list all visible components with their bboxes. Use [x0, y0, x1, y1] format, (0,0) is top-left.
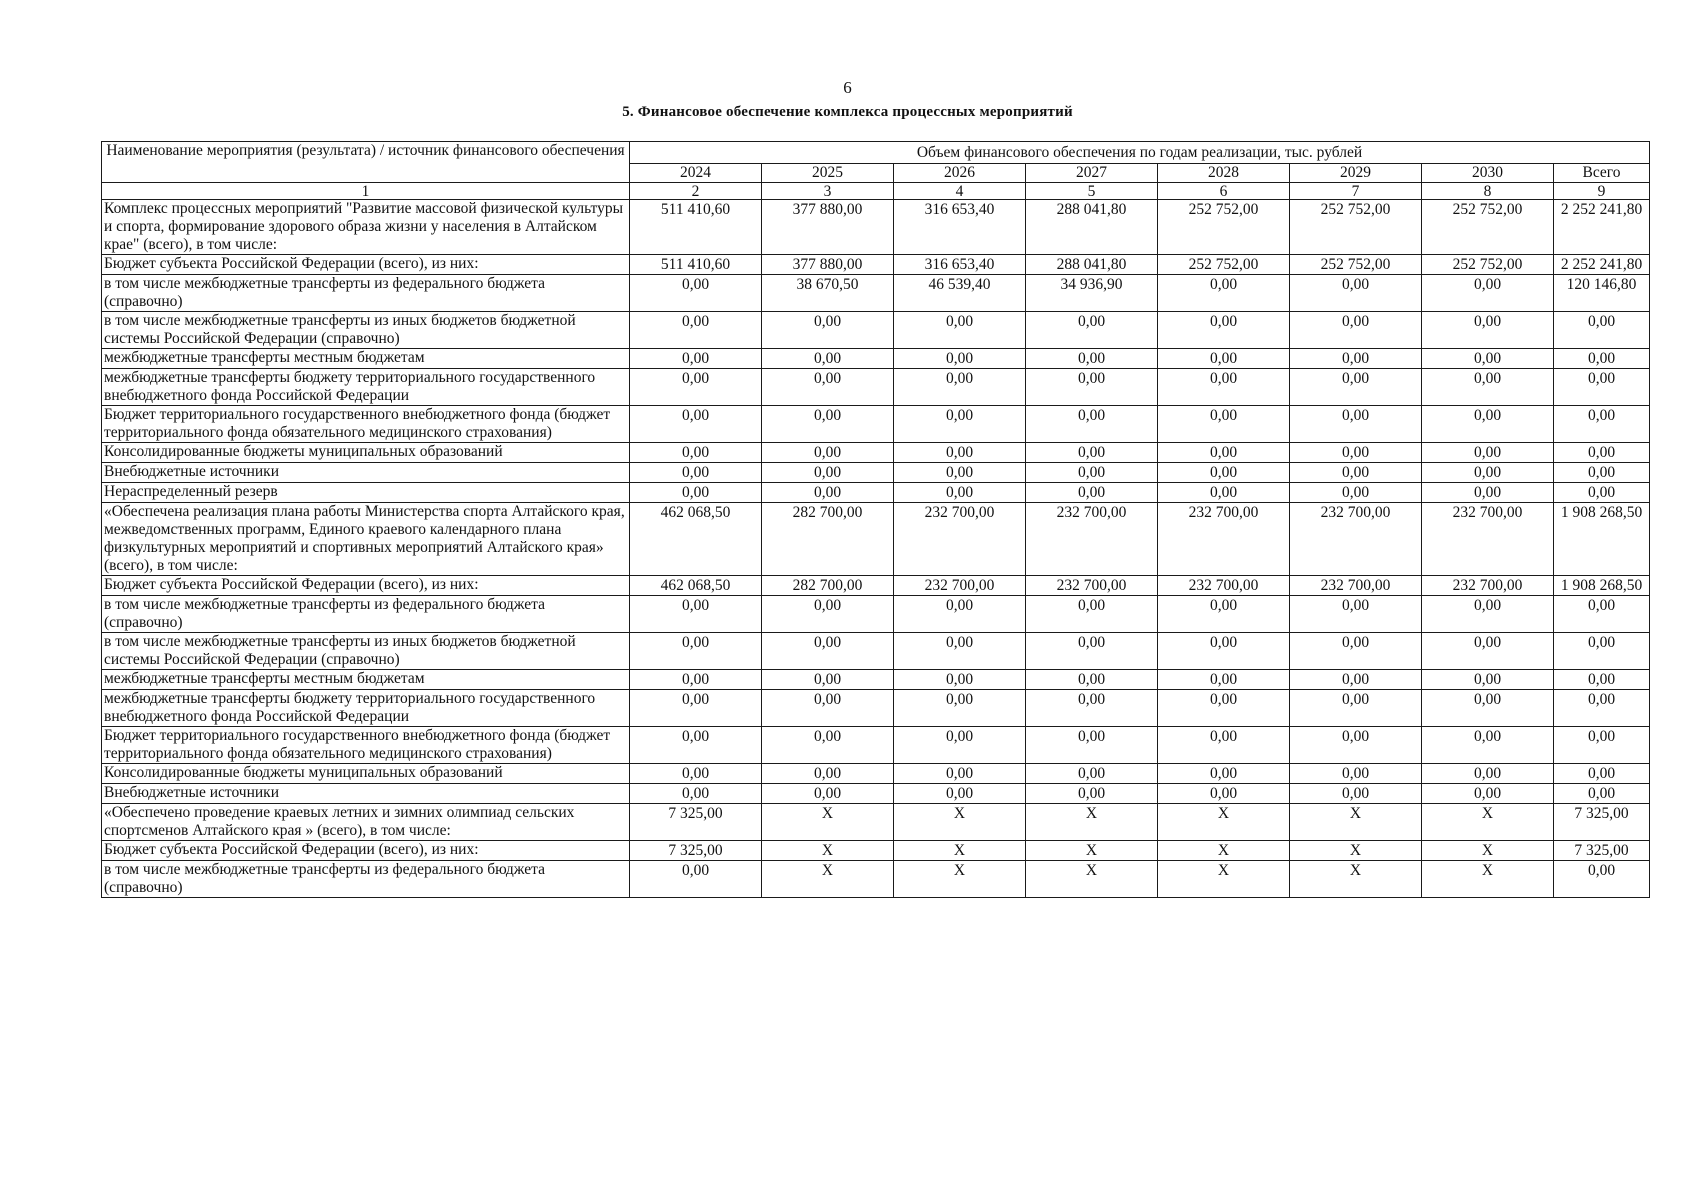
row-value: 0,00: [1422, 670, 1554, 690]
row-name: межбюджетные трансферты местным бюджетам: [102, 349, 630, 369]
column-number: 5: [1026, 183, 1158, 200]
row-value: 0,00: [630, 483, 762, 503]
row-value: 0,00: [1158, 349, 1290, 369]
column-number: 9: [1554, 183, 1650, 200]
row-value: 0,00: [894, 483, 1026, 503]
row-value: 0,00: [1158, 784, 1290, 804]
row-name: в том числе межбюджетные трансферты из федерального бюджета (справочно): [102, 596, 630, 633]
row-value: 316 653,40: [894, 255, 1026, 275]
header-total: Всего: [1554, 164, 1650, 183]
row-value: 0,00: [1422, 483, 1554, 503]
row-value: 0,00: [1422, 784, 1554, 804]
row-value: 0,00: [1158, 312, 1290, 349]
row-value: 0,00: [1026, 406, 1158, 443]
row-value: 0,00: [1158, 443, 1290, 463]
row-value: 232 700,00: [894, 503, 1026, 576]
row-name: межбюджетные трансферты бюджету территориального государственного внебюджетного фонда Российской Федерации: [102, 690, 630, 727]
table-row: [102, 275, 1650, 312]
row-value: X: [1290, 861, 1422, 898]
row-value: 0,00: [1158, 633, 1290, 670]
row-value: 0,00: [1290, 670, 1422, 690]
column-number: 7: [1290, 183, 1422, 200]
row-value: 462 068,50: [630, 576, 762, 596]
row-value-total: 2 252 241,80: [1554, 200, 1650, 255]
row-value: 0,00: [630, 727, 762, 764]
row-value: 0,00: [1158, 483, 1290, 503]
row-value-total: 7 325,00: [1554, 804, 1650, 841]
row-value: 462 068,50: [630, 503, 762, 576]
row-value: 0,00: [1290, 727, 1422, 764]
row-value: 288 041,80: [1026, 200, 1158, 255]
column-number: 4: [894, 183, 1026, 200]
row-value: 0,00: [630, 861, 762, 898]
page-number: 6: [843, 78, 852, 97]
row-value: X: [1290, 804, 1422, 841]
row-value: 0,00: [762, 764, 894, 784]
table-row: [102, 503, 1650, 576]
row-value: X: [1158, 841, 1290, 861]
column-number: 3: [762, 183, 894, 200]
row-value: 0,00: [1422, 764, 1554, 784]
row-name: Бюджет субъекта Российской Федерации (всего), из них:: [102, 255, 630, 275]
table-row: [102, 406, 1650, 443]
row-name: межбюджетные трансферты бюджету территориального государственного внебюджетного фонда Российской Федерации: [102, 369, 630, 406]
row-name: Бюджет территориального государственного внебюджетного фонда (бюджет территориального фонда обязательного медицинского страхования): [102, 727, 630, 764]
table-row: [102, 312, 1650, 349]
row-value: 232 700,00: [1422, 576, 1554, 596]
row-name: «Обеспечена реализация плана работы Министерства спорта Алтайского края, межведомственных программ, Единого краевого календарного плана физкультурных мероприятий и спортивных мероприятий Алтайского края» (всего), в том числе:: [102, 503, 630, 576]
row-value: 0,00: [1422, 349, 1554, 369]
row-name: Комплекс процессных мероприятий "Развитие массовой физической культуры и спорта, формирование здорового образа жизни у населения в Алтайском крае" (всего), в том числе:: [102, 200, 630, 255]
row-value: X: [1158, 804, 1290, 841]
row-value: 0,00: [894, 633, 1026, 670]
row-value: X: [1422, 804, 1554, 841]
column-number: 1: [102, 183, 630, 200]
header-year: 2029: [1290, 164, 1422, 183]
row-value: 232 700,00: [1158, 576, 1290, 596]
column-number: 8: [1422, 183, 1554, 200]
row-value: 232 700,00: [1290, 576, 1422, 596]
column-number: 6: [1158, 183, 1290, 200]
row-value: 0,00: [1158, 369, 1290, 406]
row-value: 0,00: [894, 369, 1026, 406]
row-value: 0,00: [1158, 670, 1290, 690]
table-row: [102, 784, 1650, 804]
row-value: 0,00: [894, 406, 1026, 443]
row-value: 0,00: [1422, 275, 1554, 312]
row-value: 0,00: [630, 690, 762, 727]
row-value-total: 0,00: [1554, 633, 1650, 670]
row-value-total: 0,00: [1554, 670, 1650, 690]
row-value: 0,00: [762, 312, 894, 349]
row-value-total: 1 908 268,50: [1554, 576, 1650, 596]
row-value: 0,00: [1290, 596, 1422, 633]
row-value: 232 700,00: [1026, 503, 1158, 576]
row-value: 0,00: [762, 670, 894, 690]
row-value: 0,00: [1290, 764, 1422, 784]
row-value: 0,00: [1026, 690, 1158, 727]
row-value: 34 936,90: [1026, 275, 1158, 312]
financing-table: [101, 141, 1650, 898]
row-value: 232 700,00: [1158, 503, 1290, 576]
row-value: 0,00: [1290, 406, 1422, 443]
row-value: 0,00: [630, 349, 762, 369]
row-value: 0,00: [630, 406, 762, 443]
row-value: 282 700,00: [762, 576, 894, 596]
row-value: 252 752,00: [1290, 200, 1422, 255]
row-value-total: 0,00: [1554, 443, 1650, 463]
row-value-total: 2 252 241,80: [1554, 255, 1650, 275]
row-value-total: 7 325,00: [1554, 841, 1650, 861]
header-name-column: Наименование мероприятия (результата) / источник финансового обеспечения: [102, 142, 630, 183]
row-value: 0,00: [630, 369, 762, 406]
row-value: X: [1026, 861, 1158, 898]
row-value: X: [1026, 804, 1158, 841]
row-value: X: [762, 841, 894, 861]
row-value: 377 880,00: [762, 255, 894, 275]
row-value: 0,00: [894, 443, 1026, 463]
page-title: 5. Финансовое обеспечение комплекса процессных мероприятий: [622, 104, 1073, 120]
table-row: [102, 463, 1650, 483]
row-value: 0,00: [762, 690, 894, 727]
row-value: 0,00: [1422, 633, 1554, 670]
row-value: 0,00: [1026, 670, 1158, 690]
header-year: 2028: [1158, 164, 1290, 183]
row-value: X: [894, 804, 1026, 841]
table-row: [102, 576, 1650, 596]
row-name: Бюджет субъекта Российской Федерации (всего), из них:: [102, 576, 630, 596]
row-value: 0,00: [894, 312, 1026, 349]
row-value: X: [1422, 841, 1554, 861]
row-value: 0,00: [1290, 443, 1422, 463]
header-year: 2026: [894, 164, 1026, 183]
row-value: 0,00: [630, 463, 762, 483]
table-row: [102, 255, 1650, 275]
row-value: 288 041,80: [1026, 255, 1158, 275]
row-value: 0,00: [1026, 784, 1158, 804]
row-name: Бюджет субъекта Российской Федерации (всего), из них:: [102, 841, 630, 861]
row-value: 0,00: [1422, 443, 1554, 463]
row-value: 232 700,00: [1422, 503, 1554, 576]
row-value: 377 880,00: [762, 200, 894, 255]
table-row: [102, 764, 1650, 784]
row-value: 0,00: [762, 443, 894, 463]
row-value: 0,00: [894, 463, 1026, 483]
table-row: [102, 727, 1650, 764]
row-name: межбюджетные трансферты местным бюджетам: [102, 670, 630, 690]
header-column-numbers-row: [102, 183, 1650, 200]
header-financing-group: Объем финансового обеспечения по годам реализации, тыс. рублей: [630, 142, 1650, 164]
row-value: 0,00: [1422, 406, 1554, 443]
row-value: 282 700,00: [762, 503, 894, 576]
row-value: 0,00: [762, 596, 894, 633]
row-value: 0,00: [1158, 764, 1290, 784]
table-row: [102, 633, 1650, 670]
row-value: 252 752,00: [1158, 255, 1290, 275]
row-value: 0,00: [630, 312, 762, 349]
row-value-total: 0,00: [1554, 483, 1650, 503]
row-value: 46 539,40: [894, 275, 1026, 312]
table-row: [102, 841, 1650, 861]
row-value: 0,00: [1290, 369, 1422, 406]
row-value-total: 0,00: [1554, 312, 1650, 349]
row-value: 0,00: [630, 275, 762, 312]
table-row: [102, 690, 1650, 727]
row-value: 0,00: [1422, 727, 1554, 764]
row-value: X: [1290, 841, 1422, 861]
row-value: 0,00: [1290, 690, 1422, 727]
row-value: X: [762, 804, 894, 841]
row-name: «Обеспечено проведение краевых летних и зимних олимпиад сельских спортсменов Алтайского края » (всего), в том числе:: [102, 804, 630, 841]
header-year: 2024: [630, 164, 762, 183]
row-value: 0,00: [1158, 406, 1290, 443]
row-name: Внебюджетные источники: [102, 784, 630, 804]
row-value: 0,00: [762, 483, 894, 503]
row-value: 0,00: [1026, 764, 1158, 784]
row-value: 0,00: [762, 727, 894, 764]
row-value-total: 0,00: [1554, 596, 1650, 633]
row-value: X: [762, 861, 894, 898]
row-value: 0,00: [630, 596, 762, 633]
row-value: 0,00: [762, 406, 894, 443]
row-value: 0,00: [1290, 784, 1422, 804]
row-value: 0,00: [1158, 275, 1290, 312]
row-value: 0,00: [762, 463, 894, 483]
row-value: 511 410,60: [630, 255, 762, 275]
row-name: в том числе межбюджетные трансферты из федерального бюджета (справочно): [102, 861, 630, 898]
table-body: [102, 200, 1650, 898]
row-name: Консолидированные бюджеты муниципальных образований: [102, 764, 630, 784]
row-value: 252 752,00: [1158, 200, 1290, 255]
row-value: 38 670,50: [762, 275, 894, 312]
row-value-total: 0,00: [1554, 861, 1650, 898]
row-value: 7 325,00: [630, 804, 762, 841]
row-value: 0,00: [1026, 633, 1158, 670]
row-value: 0,00: [1026, 727, 1158, 764]
row-value: 0,00: [762, 784, 894, 804]
row-name: Внебюджетные источники: [102, 463, 630, 483]
row-value: 0,00: [1026, 596, 1158, 633]
header-year: 2025: [762, 164, 894, 183]
row-value: 0,00: [1026, 349, 1158, 369]
row-value: 0,00: [1422, 596, 1554, 633]
row-value-total: 0,00: [1554, 406, 1650, 443]
table-row: [102, 670, 1650, 690]
row-name: в том числе межбюджетные трансферты из иных бюджетов бюджетной системы Российской Федерации (справочно): [102, 312, 630, 349]
row-value: 0,00: [1026, 312, 1158, 349]
row-value-total: 0,00: [1554, 349, 1650, 369]
row-value: 0,00: [1158, 727, 1290, 764]
column-number: 2: [630, 183, 762, 200]
table-row: [102, 443, 1650, 463]
row-value: 7 325,00: [630, 841, 762, 861]
row-value: X: [1158, 861, 1290, 898]
row-value: 232 700,00: [1026, 576, 1158, 596]
row-value: 252 752,00: [1422, 200, 1554, 255]
row-value: 0,00: [1290, 483, 1422, 503]
row-value: 0,00: [1422, 690, 1554, 727]
row-name: Нераспределенный резерв: [102, 483, 630, 503]
row-value: 316 653,40: [894, 200, 1026, 255]
row-value: 0,00: [1290, 633, 1422, 670]
table-row: [102, 861, 1650, 898]
row-value: 0,00: [1026, 483, 1158, 503]
row-value: X: [1026, 841, 1158, 861]
row-value: 0,00: [1026, 369, 1158, 406]
row-value: 0,00: [1158, 596, 1290, 633]
row-value: X: [894, 841, 1026, 861]
row-name: в том числе межбюджетные трансферты из иных бюджетов бюджетной системы Российской Федерации (справочно): [102, 633, 630, 670]
row-value: 0,00: [1290, 312, 1422, 349]
table-row: [102, 200, 1650, 255]
row-value: 232 700,00: [1290, 503, 1422, 576]
row-value: 0,00: [894, 784, 1026, 804]
row-value: 0,00: [630, 633, 762, 670]
row-value: 0,00: [1158, 463, 1290, 483]
row-value: X: [894, 861, 1026, 898]
row-value: 232 700,00: [894, 576, 1026, 596]
row-value: 0,00: [894, 670, 1026, 690]
row-value-total: 0,00: [1554, 727, 1650, 764]
table-row: [102, 349, 1650, 369]
row-value: 252 752,00: [1290, 255, 1422, 275]
row-value: 0,00: [894, 596, 1026, 633]
row-value: 0,00: [894, 690, 1026, 727]
row-value: 0,00: [762, 349, 894, 369]
row-value: 0,00: [630, 670, 762, 690]
row-value: 0,00: [1422, 369, 1554, 406]
header-year: 2030: [1422, 164, 1554, 183]
row-value: 252 752,00: [1422, 255, 1554, 275]
header-year: 2027: [1026, 164, 1158, 183]
row-value: 0,00: [1158, 690, 1290, 727]
row-value: 511 410,60: [630, 200, 762, 255]
row-value: X: [1422, 861, 1554, 898]
row-value: 0,00: [762, 369, 894, 406]
table-row: [102, 804, 1650, 841]
row-value-total: 0,00: [1554, 369, 1650, 406]
row-name: в том числе межбюджетные трансферты из федерального бюджета (справочно): [102, 275, 630, 312]
row-value: 0,00: [894, 727, 1026, 764]
row-value: 0,00: [1422, 312, 1554, 349]
row-value-total: 0,00: [1554, 764, 1650, 784]
table-row: [102, 483, 1650, 503]
row-value-total: 0,00: [1554, 784, 1650, 804]
row-value-total: 0,00: [1554, 463, 1650, 483]
row-value: 0,00: [1290, 275, 1422, 312]
table-row: [102, 369, 1650, 406]
row-value-total: 0,00: [1554, 690, 1650, 727]
row-value-total: 1 908 268,50: [1554, 503, 1650, 576]
row-name: Бюджет территориального государственного внебюджетного фонда (бюджет территориального фонда обязательного медицинского страхования): [102, 406, 630, 443]
row-value: 0,00: [1290, 349, 1422, 369]
row-value-total: 120 146,80: [1554, 275, 1650, 312]
row-name: Консолидированные бюджеты муниципальных образований: [102, 443, 630, 463]
row-value: 0,00: [1422, 463, 1554, 483]
row-value: 0,00: [630, 443, 762, 463]
row-value: 0,00: [762, 633, 894, 670]
row-value: 0,00: [894, 349, 1026, 369]
row-value: 0,00: [894, 764, 1026, 784]
row-value: 0,00: [1026, 463, 1158, 483]
row-value: 0,00: [630, 764, 762, 784]
row-value: 0,00: [1026, 443, 1158, 463]
row-value: 0,00: [1290, 463, 1422, 483]
table-row: [102, 596, 1650, 633]
row-value: 0,00: [630, 784, 762, 804]
